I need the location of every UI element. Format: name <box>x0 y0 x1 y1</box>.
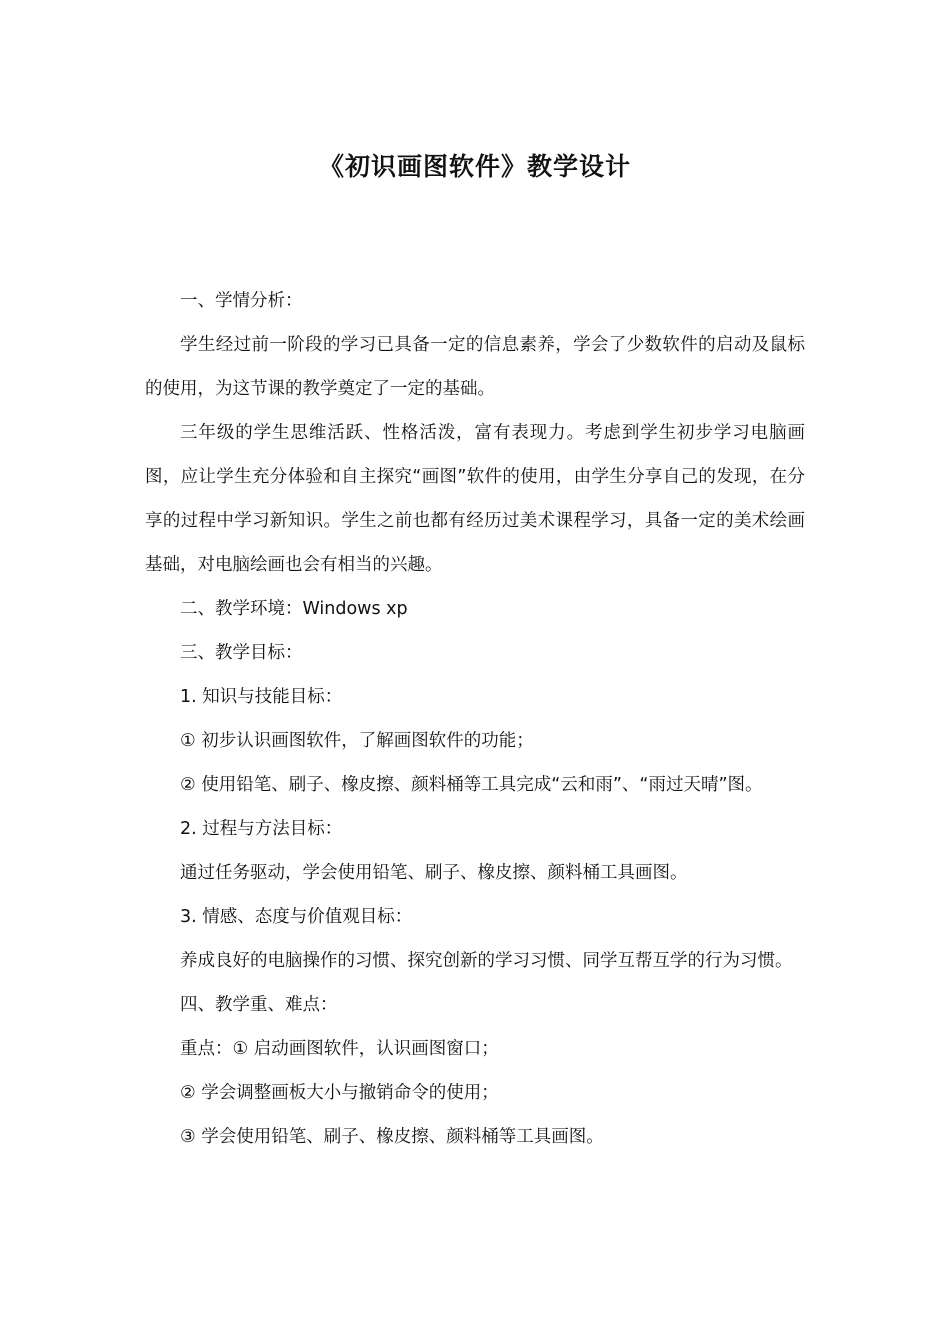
list-item: 重点：① 启动画图软件，认识画图窗口； <box>180 1039 499 1059</box>
subheading-knowledge-skills: 1. 知识与技能目标： <box>180 687 343 707</box>
document-title: 《初识画图软件》教学设计 <box>318 152 631 181</box>
paragraph: 学生经过前一阶段的学习已具备一定的信息素养，学会了少数软件的启动及鼠标的使用，为这节课的教学奠定了一定的基础。 <box>145 335 805 399</box>
list-item: ① 初步认识画图软件，了解画图软件的功能； <box>180 731 534 751</box>
section-heading-objectives: 三、教学目标： <box>180 643 303 663</box>
section-heading-key-points: 四、教学重、难点： <box>180 995 338 1015</box>
paragraph: 通过任务驱动，学会使用铅笔、刷子、橡皮擦、颜料桶工具画图。 <box>180 863 688 883</box>
paragraph: 三年级的学生思维活跃、性格活泼，富有表现力。考虑到学生初步学习电脑画图，应让学生充分体验和自主探究“画图”软件的使用，由学生分享自己的发现，在分享的过程中学习新知识。学生之前也都有经历过美术课程学习，具备一定的美术绘画基础，对电脑绘画也会有相当的兴趣。 <box>145 423 805 575</box>
document-body <box>145 279 805 1159</box>
list-item: ③ 学会使用铅笔、刷子、橡皮擦、颜料桶等工具画图。 <box>180 1127 604 1147</box>
section-heading-environment: 二、教学环境：Windows xp <box>180 599 408 619</box>
section-heading-learner-analysis: 一、学情分析： <box>180 291 303 311</box>
paragraph: 养成良好的电脑操作的习惯、探究创新的学习习惯、同学互帮互学的行为习惯。 <box>180 951 793 971</box>
subheading-emotion-attitude: 3. 情感、态度与价值观目标： <box>180 907 413 927</box>
subheading-process-method: 2. 过程与方法目标： <box>180 819 343 839</box>
list-item: ② 学会调整画板大小与撤销命令的使用； <box>180 1083 499 1103</box>
list-item: ② 使用铅笔、刷子、橡皮擦、颜料桶等工具完成“云和雨”、“雨过天晴”图。 <box>180 775 763 795</box>
